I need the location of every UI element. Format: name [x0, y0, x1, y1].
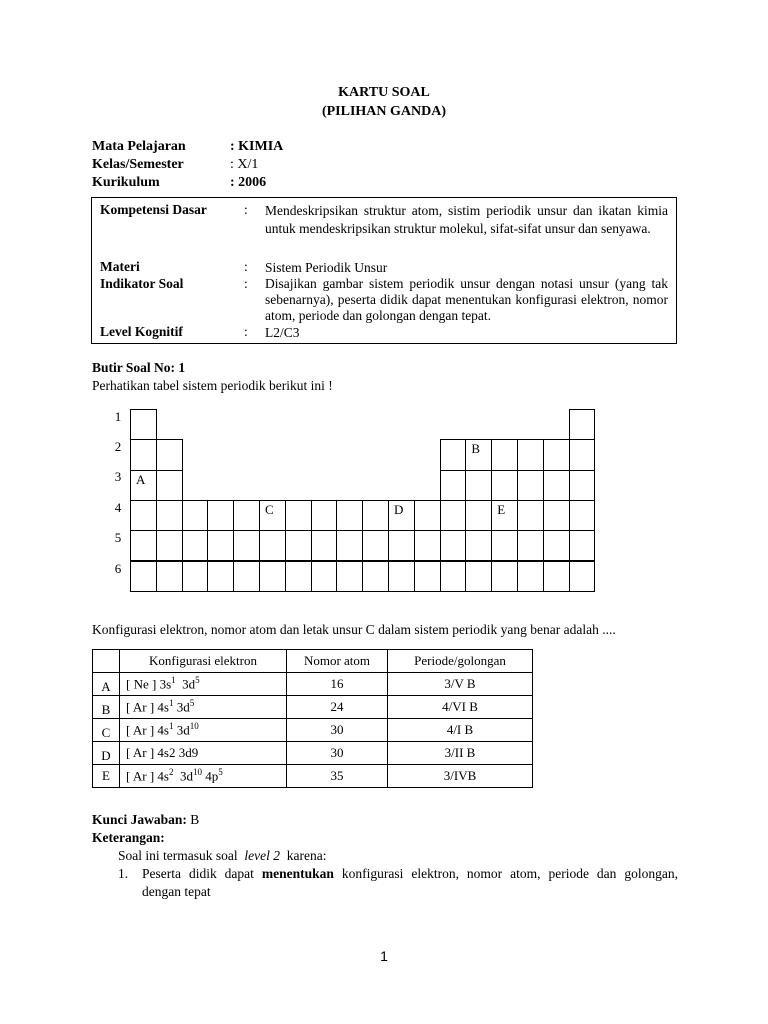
periodic-table-cell [569, 439, 596, 470]
material-label: Materi [100, 259, 140, 274]
periodic-table-cell [233, 561, 260, 592]
periodic-table-cell [491, 439, 518, 470]
periodic-table [130, 409, 594, 591]
periodic-table-cell [336, 500, 363, 531]
periodic-table-cell [517, 439, 544, 470]
element-marker: C [265, 501, 274, 517]
periodic-table-cell [285, 500, 312, 531]
periodic-table-cell [491, 470, 518, 501]
periodic-table-cell [569, 530, 596, 561]
option-letter: C [93, 719, 120, 742]
period-group-cell: 4/I B [388, 719, 533, 742]
periodic-table-cell [130, 500, 157, 531]
periodic-table-cell [414, 500, 441, 531]
table-row [93, 765, 533, 788]
period-label: 1 [114, 409, 122, 424]
periodic-table-cell [414, 561, 441, 592]
periodic-table-cell [130, 470, 157, 501]
option-letter: E [93, 765, 120, 788]
periodic-table-cell [517, 470, 544, 501]
cfg-sup: 2 [168, 767, 174, 778]
periodic-table-cell [285, 530, 312, 561]
meta-key: Kelas/Semester [92, 157, 184, 172]
periodic-table-cell [362, 500, 389, 531]
periodic-table-cell [440, 561, 467, 592]
question-stem: Konfigurasi elektron, nomor atom dan letak unsur C dalam sistem periodik yang benar adalah .... [92, 622, 616, 637]
periodic-table-cell [233, 500, 260, 531]
periodic-table-cell [311, 561, 338, 592]
periodic-table-cell [362, 530, 389, 561]
answer-table [92, 649, 533, 788]
periodic-table-cell [388, 530, 415, 561]
table-row [93, 696, 533, 719]
element-marker: E [497, 501, 506, 517]
explanation-text: konfigurasi elektron, nomor atom, periode dan golongan, [333, 866, 678, 881]
table-row [93, 742, 533, 765]
meta-key: Mata Pelajaran [92, 139, 186, 154]
periodic-table-cell [465, 439, 492, 470]
cfg-sup: 1 [171, 675, 176, 686]
meta-curriculum [92, 175, 392, 193]
cfg-sup: 5 [218, 767, 223, 778]
periodic-table-cell [543, 500, 570, 531]
document-title: KARTU SOAL [338, 85, 430, 100]
atomic-number-cell: 35 [287, 765, 388, 788]
period-label: 6 [114, 561, 122, 576]
answer-key-value: B [186, 812, 200, 827]
meta-class [92, 157, 392, 175]
periodic-table-cell [569, 561, 596, 592]
periodic-table-cell [207, 530, 234, 561]
explanation-level: level 2 [244, 848, 280, 863]
table-header-cell [93, 650, 120, 673]
cfg-text: [ Ne ] 3s [126, 676, 172, 692]
periodic-table-cell [543, 530, 570, 561]
explanation-intro-text: karena: [279, 848, 327, 863]
periodic-table-cell [130, 409, 157, 440]
periodic-table-cell [130, 561, 157, 592]
answer-key [92, 812, 199, 828]
meta-value: : X/1 [230, 157, 259, 172]
cfg-sup: 5 [189, 698, 195, 709]
explanation-intro [118, 848, 326, 864]
config-cell [120, 673, 287, 696]
cfg-text: [ Ar ] 4s2 3d9 [126, 745, 199, 760]
periodic-table-cell [259, 561, 286, 592]
cfg-text: 3d [173, 722, 190, 738]
periodic-table-cell [517, 561, 544, 592]
periodic-table-cell [182, 500, 209, 531]
periodic-table-cell [311, 530, 338, 561]
option-letter: A [93, 673, 120, 696]
period-label: 2 [114, 439, 122, 454]
periodic-table-cell [440, 530, 467, 561]
periodic-table-cell [543, 561, 570, 592]
periodic-table-cell [465, 530, 492, 561]
periodic-table-cell [156, 530, 183, 561]
colon: : [244, 259, 248, 274]
competency-box [91, 197, 677, 344]
period-label: 3 [114, 469, 122, 484]
level-label: Level Kognitif [100, 324, 183, 339]
periodic-table-cell [388, 500, 415, 531]
periodic-table-cell [207, 561, 234, 592]
periodic-table-cell [130, 530, 157, 561]
meta-subject [92, 139, 392, 157]
periodic-table-cell [491, 500, 518, 531]
periodic-table-cell [259, 530, 286, 561]
question-heading: Butir Soal No: 1 [92, 360, 186, 375]
atomic-number-cell: 30 [287, 742, 388, 765]
periodic-table-cell [336, 561, 363, 592]
config-cell [120, 696, 287, 719]
atomic-number-cell: 16 [287, 673, 388, 696]
element-marker: B [471, 441, 481, 457]
material-value: Sistem Periodik Unsur [265, 260, 388, 275]
level-value: L2/C3 [265, 325, 300, 340]
period-label: 4 [114, 500, 122, 515]
explanation-item [142, 866, 678, 882]
periodic-table-cell [182, 561, 209, 592]
explanation-intro-text: Soal ini termasuk soal [118, 848, 245, 863]
table-row [93, 719, 533, 742]
table-row [93, 673, 533, 696]
periodic-table-cell [569, 470, 596, 501]
periodic-table-cell [233, 530, 260, 561]
periodic-table-cell [156, 439, 183, 470]
periodic-table-cell [491, 530, 518, 561]
periodic-table-cell [465, 561, 492, 592]
competency-value: Mendeskripsikan struktur atom, sistim periodik unsur dan ikatan kimia untuk mendeskripsikan struktur molekul, sifat-sifat unsur dan senyawa. [265, 203, 668, 236]
document-subtitle: (PILIHAN GANDA) [321, 104, 447, 119]
periodic-table-cell [414, 530, 441, 561]
periodic-table-cell [130, 439, 157, 470]
indicator-label: Indikator Soal [100, 276, 184, 291]
periodic-table-cell [465, 500, 492, 531]
periodic-table-cell [491, 561, 518, 592]
meta-key: Kurikulum [92, 175, 160, 190]
config-cell [120, 742, 287, 765]
cfg-sup: 5 [195, 675, 200, 686]
period-group-cell: 3/II B [388, 742, 533, 765]
periodic-table-cell [440, 439, 467, 470]
periodic-table-cell [388, 561, 415, 592]
periodic-table-cell [569, 500, 596, 531]
answer-key-label: Kunci Jawaban: [92, 812, 187, 827]
periodic-table-cell [207, 500, 234, 531]
periodic-table-cell [517, 500, 544, 531]
config-cell [120, 765, 287, 788]
periodic-table-cell [543, 470, 570, 501]
meta-value: : KIMIA [230, 139, 284, 154]
option-letter: D [93, 742, 120, 765]
table-header-row [93, 650, 533, 673]
periodic-table-cell [259, 500, 286, 531]
explanation-label: Keterangan: [92, 830, 165, 845]
cfg-text: [ Ar ] 4s [126, 722, 169, 738]
option-letter: B [93, 696, 120, 719]
explanation-item-cont: dengan tepat [142, 884, 211, 899]
periodic-table-cell [156, 500, 183, 531]
periodic-table-cell [543, 439, 570, 470]
periodic-table-cell [569, 409, 596, 440]
periodic-table-cell [440, 500, 467, 531]
explanation-bold: menentukan [261, 866, 334, 881]
period-group-cell: 3/V B [388, 673, 533, 696]
cfg-sup: 10 [189, 721, 199, 732]
explanation-item-number: 1. [118, 866, 129, 881]
competency-label: Kompetensi Dasar [100, 202, 207, 217]
question-intro: Perhatikan tabel sistem periodik berikut ini ! [92, 378, 333, 393]
periodic-table-cell [311, 500, 338, 531]
periodic-table-cell [156, 561, 183, 592]
period-group-cell: 4/VI B [388, 696, 533, 719]
cfg-text: 4p [201, 768, 219, 784]
table-header-cell: Periode/golongan [388, 650, 533, 673]
periodic-table-cell [517, 530, 544, 561]
table-header-cell: Nomor atom [287, 650, 388, 673]
cfg-text: 3d [173, 699, 190, 715]
periodic-table-cell [336, 530, 363, 561]
period-group-cell: 3/IVB [388, 765, 533, 788]
cfg-text: [ Ar ] 4s [126, 768, 169, 784]
period-label: 5 [114, 530, 122, 545]
periodic-table-cell [285, 561, 312, 592]
cfg-text: 3d [175, 676, 196, 692]
cfg-text: [ Ar ] 4s [126, 699, 169, 715]
periodic-table-cell [465, 470, 492, 501]
periodic-table-cell [156, 470, 183, 501]
cfg-sup: 1 [168, 721, 174, 732]
meta-value: : 2006 [230, 175, 267, 190]
table-header-cell: Konfigurasi elektron [120, 650, 287, 673]
colon: : [244, 324, 248, 339]
page-number: 1 [380, 948, 388, 964]
periodic-table-cell [440, 470, 467, 501]
periodic-table-cell [362, 561, 389, 592]
colon: : [244, 276, 248, 291]
cfg-text: 3d [173, 768, 193, 784]
cfg-sup: 10 [192, 767, 202, 778]
element-marker: D [394, 501, 404, 517]
colon: : [244, 202, 248, 217]
atomic-number-cell: 30 [287, 719, 388, 742]
indicator-value: Disajikan gambar sistem periodik unsur dengan notasi unsur (yang tak sebenarnya), peserta didik dapat menentukan konfigurasi elektron, nomor atom, periode dan golongan dengan tepat. [265, 276, 668, 323]
config-cell [120, 719, 287, 742]
periodic-table-cell [182, 530, 209, 561]
element-marker: A [136, 471, 146, 487]
explanation-text: Peserta didik dapat [142, 866, 262, 881]
cfg-sup: 1 [168, 698, 174, 709]
atomic-number-cell: 24 [287, 696, 388, 719]
